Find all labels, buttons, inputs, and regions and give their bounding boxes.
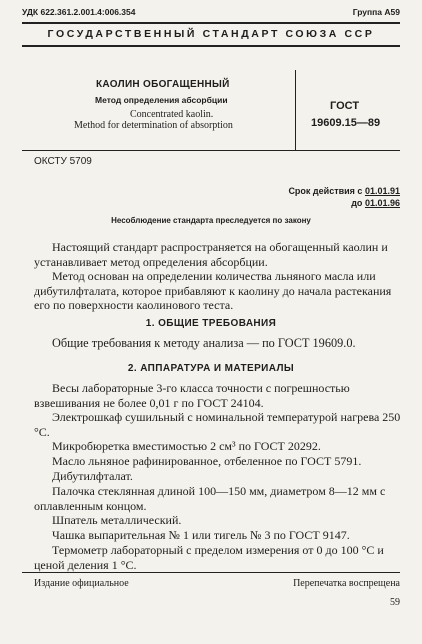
legal-warning: Несоблюдение стандарта преследуется по закону: [111, 216, 311, 225]
section-2-item-microburette: Микробюретка вместимостью 2 см³ по ГОСТ 20292.: [52, 439, 321, 453]
validity-from: [288, 186, 400, 196]
section-2-item-thermometer: Термометр лабораторный с пределом измерения от 0 до 100 °С и ценой деления 1 °С.: [34, 543, 384, 572]
intro-paragraph-2: Метод основан на определении количества льняного масла или дибутилфталата, которое прибавляют к каолину до начала растекания его по поверхности каолинового теста.: [34, 269, 392, 313]
section-2-item-drying-cabinet: Электрошкаф сушильный с номинальной температурой нагрева 250 °С.: [34, 410, 401, 439]
title-block-rule: [22, 150, 400, 151]
official-edition: Издание официальное: [34, 578, 129, 589]
validity-from-date: 01.01.91: [364, 186, 400, 196]
footer-rule: [22, 572, 400, 573]
gost-number: 19609.15—89: [311, 117, 381, 129]
validity-to-label: до: [351, 198, 363, 208]
header-rule-bottom: [22, 45, 400, 47]
group-code: Группа А59: [352, 7, 400, 17]
english-subtitle: Method for determination of absorption: [74, 120, 233, 131]
document-title: КАОЛИН ОБОГАЩЕННЫЙ: [96, 79, 230, 90]
okstu-code: ОКСТУ 5709: [34, 156, 92, 167]
section-2-item-glass-rod: Палочка стеклянная длиной 100—150 мм, диаметром 8—12 мм с оплавленным концом.: [34, 484, 386, 513]
reprint-prohibited: Перепечатка воспрещена: [293, 578, 400, 589]
intro-paragraph-1: Настоящий стандарт распространяется на обогащенный каолин и устанавливает метод определения абсорбции.: [34, 240, 388, 269]
udk-code: УДК 622.361.2.001.4:006.354: [22, 7, 136, 17]
section-2-heading: 2. АППАРАТУРА И МАТЕРИАЛЫ: [127, 363, 295, 374]
english-title: Concentrated kaolin.: [130, 109, 214, 120]
gost-label: ГОСТ: [330, 100, 360, 112]
section-2-item-evaporating-dish: Чашка выпарительная № 1 или тигель № 3 по ГОСТ 9147.: [52, 528, 350, 542]
standard-title: ГОСУДАРСТВЕННЫЙ СТАНДАРТ СОЮЗА ССР: [47, 28, 375, 40]
header-rule-top: [22, 22, 400, 24]
section-1-text: Общие требования к методу анализа — по ГОСТ 19609.0.: [52, 336, 356, 350]
validity-from-label: Срок действия с: [288, 186, 363, 196]
page-number: 59: [390, 597, 400, 608]
validity-to: [351, 198, 400, 208]
section-2-item-spatula: Шпатель металлический.: [52, 513, 182, 527]
title-divider: [295, 70, 296, 150]
section-2-item-scales: Весы лабораторные 3-го класса точности с погрешностью взвешивания не более 0,01 г по ГОСТ 24104.: [34, 381, 350, 410]
section-2-item-linseed-oil: Масло льняное рафинированное, отбеленное по ГОСТ 5791.: [52, 454, 362, 468]
section-1-heading: 1. ОБЩИЕ ТРЕБОВАНИЯ: [145, 318, 277, 329]
document-subtitle: Метод определения абсорбции: [95, 95, 228, 105]
section-2-item-dibutyl-phthalate: Дибутилфталат.: [52, 469, 133, 483]
validity-to-date: 01.01.96: [364, 198, 400, 208]
